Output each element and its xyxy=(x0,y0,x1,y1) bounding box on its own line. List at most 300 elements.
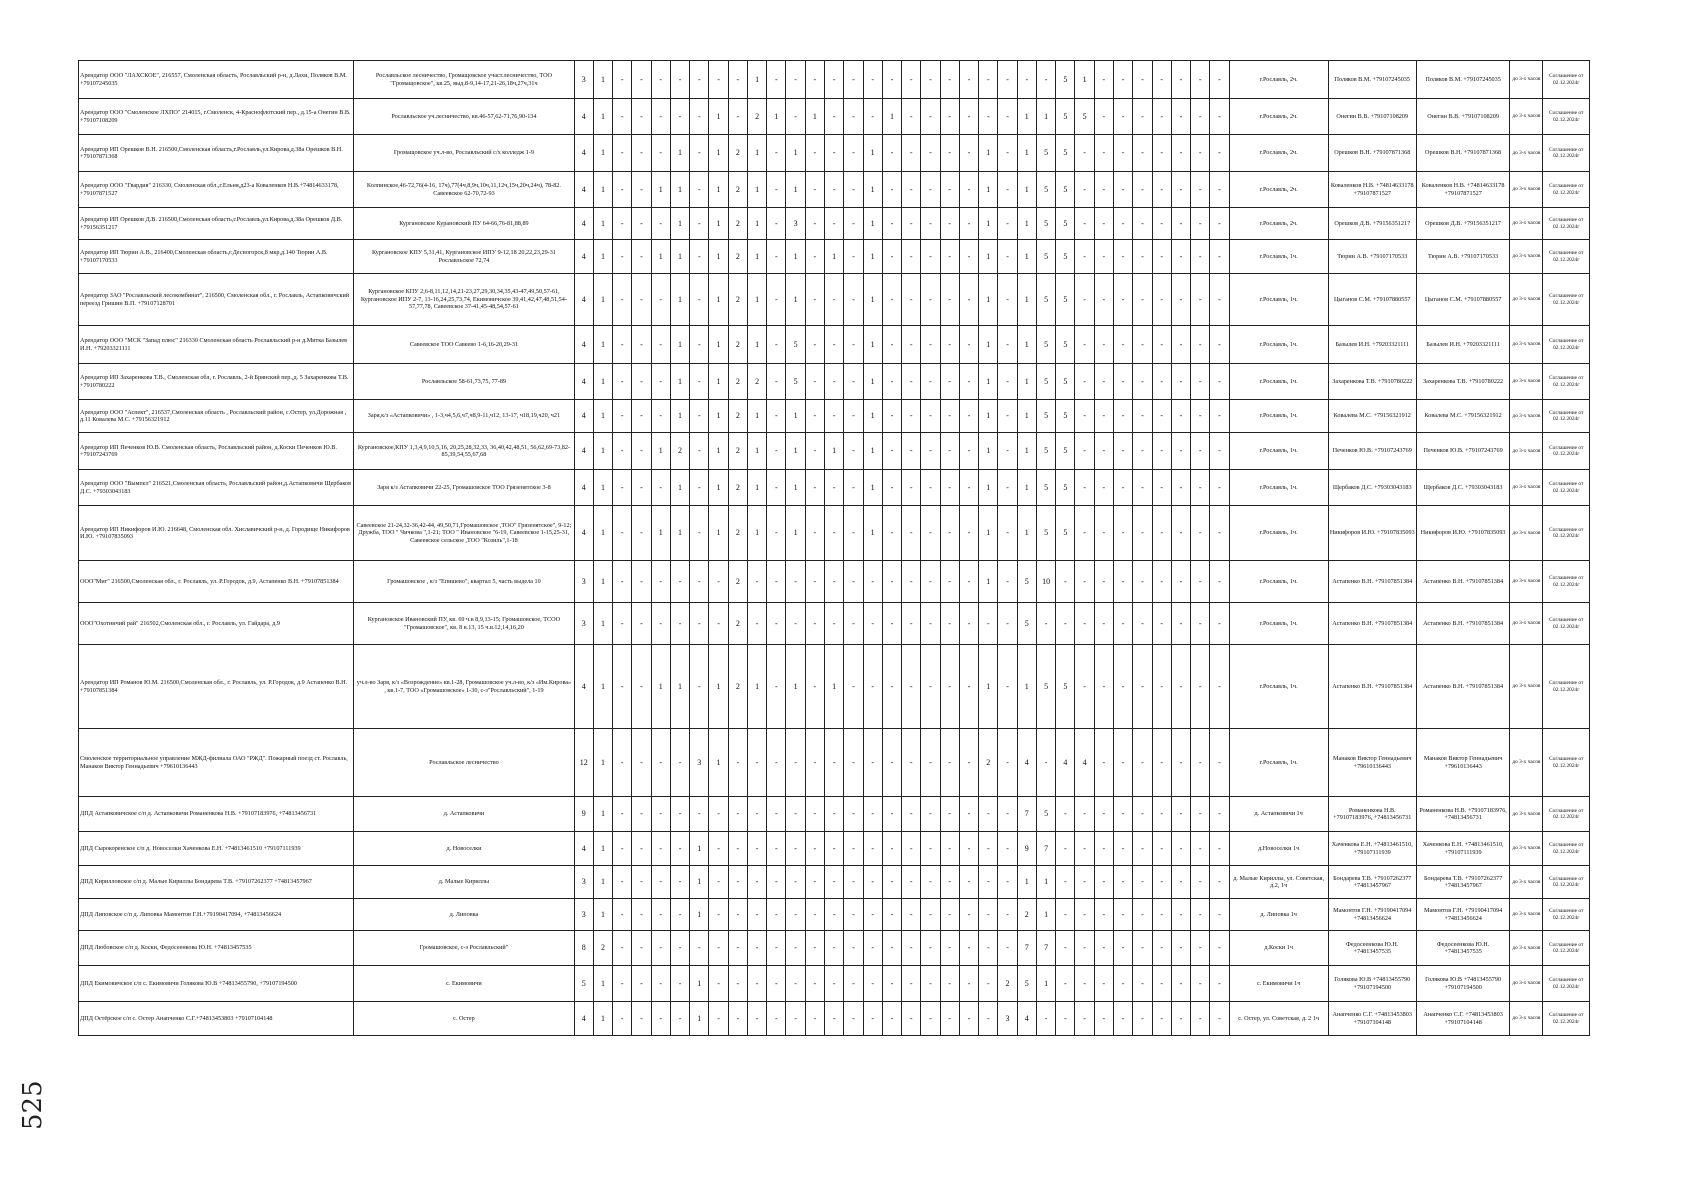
count-cell: - xyxy=(1114,1002,1133,1036)
count-cell: - xyxy=(1114,470,1133,506)
count-cell: - xyxy=(882,645,901,729)
count-cell: - xyxy=(690,135,709,172)
count-cell: - xyxy=(805,208,824,240)
count-cell: - xyxy=(940,506,959,561)
count-cell: - xyxy=(863,645,882,729)
count-cell: - xyxy=(767,866,786,899)
resp-cell: Романенкова Н.В. +79107183976, +74813456731 xyxy=(1328,797,1416,832)
count-cell: - xyxy=(863,931,882,966)
count-cell: - xyxy=(1094,61,1113,99)
count-cell: - xyxy=(902,433,921,470)
count-cell: 4 xyxy=(574,99,593,135)
count-cell: - xyxy=(613,966,632,1002)
count-cell: 2 xyxy=(728,470,747,506)
count-cell: - xyxy=(959,966,978,1002)
count-cell: - xyxy=(613,61,632,99)
count-cell: 1 xyxy=(747,433,766,470)
place-cell: г.Рославль, 1ч. xyxy=(1229,645,1328,729)
response-time-cell: до 3-х часов xyxy=(1510,645,1543,729)
count-cell: 1 xyxy=(1017,135,1036,172)
count-cell: 1 xyxy=(979,506,998,561)
count-cell: - xyxy=(709,899,728,931)
count-cell: - xyxy=(709,966,728,1002)
count-cell: - xyxy=(998,172,1017,208)
agreement-cell: Соглашение от 02.12.2024г xyxy=(1543,797,1590,832)
count-cell: - xyxy=(1114,506,1133,561)
count-cell: - xyxy=(940,433,959,470)
count-cell: - xyxy=(670,729,689,797)
count-cell: - xyxy=(844,729,863,797)
count-cell: 7 xyxy=(1036,931,1055,966)
count-cell: 5 xyxy=(786,326,805,364)
count-cell: - xyxy=(613,729,632,797)
count-cell: 7 xyxy=(1017,931,1036,966)
table-row xyxy=(79,61,1590,99)
place-cell: г.Рославль, 2ч. xyxy=(1229,208,1328,240)
organization-cell: Арендатор ООО "Аспект", 216537,Смоленская область , Рославльский район, с.Остер, ул.Дорожная , д.11 Ковалева М.С. +79156321912 xyxy=(79,400,354,433)
document-sheet xyxy=(78,60,1590,1036)
count-cell: - xyxy=(1114,645,1133,729)
count-cell: - xyxy=(1171,832,1190,866)
place-cell: г.Рославль, 1ч. xyxy=(1229,561,1328,603)
count-cell: - xyxy=(728,61,747,99)
count-cell: - xyxy=(882,561,901,603)
count-cell: - xyxy=(767,433,786,470)
count-cell: 2 xyxy=(728,433,747,470)
count-cell: - xyxy=(1075,135,1094,172)
count-cell: - xyxy=(844,645,863,729)
count-cell: - xyxy=(690,400,709,433)
contact-cell: Голякова Ю.В +74813455790 +79107194500 xyxy=(1416,966,1510,1002)
count-cell: 1 xyxy=(979,172,998,208)
count-cell: 4 xyxy=(574,645,593,729)
count-cell: - xyxy=(844,274,863,326)
count-cell: - xyxy=(728,99,747,135)
count-cell: - xyxy=(902,240,921,274)
resp-cell: Мамонтов Г.Н. +79190417094 +74813456624 xyxy=(1328,899,1416,931)
count-cell: - xyxy=(670,99,689,135)
count-cell: - xyxy=(844,433,863,470)
count-cell: - xyxy=(651,729,670,797)
count-cell: - xyxy=(1152,433,1171,470)
count-cell: - xyxy=(1152,899,1171,931)
count-cell: - xyxy=(959,729,978,797)
count-cell: 1 xyxy=(863,326,882,364)
count-cell: - xyxy=(1036,729,1055,797)
table-row xyxy=(79,832,1590,866)
resp-cell: Тюрин А.В. +79107170533 xyxy=(1328,240,1416,274)
resp-cell: Федосеенкова Ю.Н. +74813457535 xyxy=(1328,931,1416,966)
location-cell: Громашовское, с-з Рославльский" xyxy=(354,931,574,966)
organization-cell: ДПД Остёрское с/п с. Остер Анапченко С.Г.+74813453803 +79107104148 xyxy=(79,1002,354,1036)
place-cell: д. Малые Кириллы, ул. Советская, д.2, 1ч xyxy=(1229,866,1328,899)
count-cell: - xyxy=(632,506,651,561)
count-cell: 4 xyxy=(574,274,593,326)
count-cell: 1 xyxy=(1017,172,1036,208)
count-cell: 4 xyxy=(574,135,593,172)
count-cell: - xyxy=(882,274,901,326)
count-cell: 1 xyxy=(882,99,901,135)
count-cell: 7 xyxy=(1036,832,1055,866)
count-cell: 5 xyxy=(574,966,593,1002)
count-cell: - xyxy=(825,832,844,866)
agreement-cell: Соглашение от 02.12.2024г xyxy=(1543,603,1590,645)
count-cell: 3 xyxy=(574,603,593,645)
location-cell: с. Екимовичи xyxy=(354,966,574,1002)
contact-cell: Астапенко В.Н. +79107851384 xyxy=(1416,603,1510,645)
count-cell: - xyxy=(1056,899,1075,931)
count-cell: - xyxy=(1075,966,1094,1002)
count-cell: - xyxy=(1075,561,1094,603)
count-cell: - xyxy=(690,645,709,729)
agreement-cell: Соглашение от 02.12.2024г xyxy=(1543,208,1590,240)
count-cell: - xyxy=(1094,899,1113,931)
count-cell: - xyxy=(998,470,1017,506)
count-cell: - xyxy=(613,172,632,208)
count-cell: - xyxy=(632,832,651,866)
count-cell: - xyxy=(1171,61,1190,99)
count-cell: - xyxy=(1075,506,1094,561)
count-cell: 5 xyxy=(786,364,805,400)
count-cell: - xyxy=(1133,433,1152,470)
count-cell: 1 xyxy=(747,470,766,506)
count-cell: - xyxy=(979,797,998,832)
count-cell: - xyxy=(1210,866,1229,899)
agreement-cell: Соглашение от 02.12.2024г xyxy=(1543,470,1590,506)
count-cell: - xyxy=(921,240,940,274)
count-cell: - xyxy=(1191,899,1210,931)
count-cell: - xyxy=(805,645,824,729)
count-cell: - xyxy=(882,61,901,99)
response-time-cell: до 3-х часов xyxy=(1510,561,1543,603)
count-cell: - xyxy=(1210,400,1229,433)
count-cell: - xyxy=(979,966,998,1002)
count-cell: - xyxy=(959,1002,978,1036)
count-cell: - xyxy=(747,797,766,832)
count-cell: - xyxy=(1114,400,1133,433)
count-cell: - xyxy=(1191,931,1210,966)
organization-cell: ООО"Охотничий рай" 216502,Смоленская обл., г. Рославль, ул. Гайдара, д.9 xyxy=(79,603,354,645)
count-cell: - xyxy=(632,240,651,274)
count-cell: - xyxy=(1152,400,1171,433)
count-cell: - xyxy=(651,899,670,931)
count-cell: - xyxy=(786,561,805,603)
count-cell: - xyxy=(1171,400,1190,433)
organization-cell: Арендатор ИП Никифоров И.Ю. 216648, Смоленская обл. Хиславичский р-н, д. Городище Никифоров И.Ю. +79107835093 xyxy=(79,506,354,561)
count-cell: 5 xyxy=(1056,240,1075,274)
count-cell: 1 xyxy=(786,240,805,274)
response-time-cell: до 3-х часов xyxy=(1510,797,1543,832)
count-cell: 1 xyxy=(593,966,612,1002)
count-cell: 1 xyxy=(593,506,612,561)
count-cell: - xyxy=(882,832,901,866)
count-cell: - xyxy=(1056,931,1075,966)
response-time-cell: до 3-х часов xyxy=(1510,506,1543,561)
count-cell: 5 xyxy=(1056,274,1075,326)
response-time-cell: до 3-х часов xyxy=(1510,931,1543,966)
contact-cell: Поляков В.М. +79107245035 xyxy=(1416,61,1510,99)
count-cell: - xyxy=(979,99,998,135)
count-cell: - xyxy=(1133,966,1152,1002)
resp-cell: Орешков В.Н. +79107871368 xyxy=(1328,135,1416,172)
count-cell: - xyxy=(632,135,651,172)
count-cell: - xyxy=(1210,364,1229,400)
count-cell: 2 xyxy=(728,603,747,645)
count-cell: 1 xyxy=(1017,208,1036,240)
place-cell: д. Липовка 1ч xyxy=(1229,899,1328,931)
count-cell: - xyxy=(863,966,882,1002)
count-cell: - xyxy=(690,240,709,274)
count-cell: - xyxy=(940,645,959,729)
count-cell: 5 xyxy=(1056,172,1075,208)
count-cell: - xyxy=(1133,135,1152,172)
count-cell: 1 xyxy=(786,506,805,561)
count-cell: - xyxy=(690,172,709,208)
count-cell: - xyxy=(1171,561,1190,603)
count-cell: 1 xyxy=(979,433,998,470)
count-cell: 1 xyxy=(1017,326,1036,364)
table-row xyxy=(79,797,1590,832)
resp-cell: Астапенко В.Н. +79107851384 xyxy=(1328,561,1416,603)
count-cell: - xyxy=(1210,470,1229,506)
count-cell: - xyxy=(844,240,863,274)
count-cell: - xyxy=(1152,966,1171,1002)
count-cell: - xyxy=(1191,326,1210,364)
count-cell: - xyxy=(863,866,882,899)
count-cell: - xyxy=(632,470,651,506)
count-cell: - xyxy=(1191,364,1210,400)
count-cell: - xyxy=(786,1002,805,1036)
count-cell: 5 xyxy=(1056,208,1075,240)
count-cell: 1 xyxy=(863,400,882,433)
count-cell: - xyxy=(690,603,709,645)
count-cell: - xyxy=(1191,797,1210,832)
count-cell: - xyxy=(1152,172,1171,208)
count-cell: 4 xyxy=(574,1002,593,1036)
count-cell: - xyxy=(921,729,940,797)
place-cell: д.Коски 1ч xyxy=(1229,931,1328,966)
count-cell: - xyxy=(844,208,863,240)
count-cell: - xyxy=(1056,797,1075,832)
count-cell: - xyxy=(959,797,978,832)
count-cell: 4 xyxy=(574,400,593,433)
count-cell: - xyxy=(1056,832,1075,866)
count-cell: - xyxy=(1114,866,1133,899)
count-cell: 3 xyxy=(574,899,593,931)
count-cell: - xyxy=(1210,172,1229,208)
count-cell: - xyxy=(786,729,805,797)
count-cell: 1 xyxy=(863,274,882,326)
place-cell: г.Рославль, 1ч. xyxy=(1229,729,1328,797)
count-cell: - xyxy=(825,1002,844,1036)
count-cell: - xyxy=(786,603,805,645)
count-cell: 9 xyxy=(574,797,593,832)
count-cell: 4 xyxy=(574,470,593,506)
count-cell: - xyxy=(902,966,921,1002)
count-cell: - xyxy=(1191,61,1210,99)
count-cell: - xyxy=(1210,832,1229,866)
count-cell: - xyxy=(728,729,747,797)
count-cell: - xyxy=(921,931,940,966)
count-cell: 5 xyxy=(1056,135,1075,172)
count-cell: - xyxy=(747,603,766,645)
count-cell: - xyxy=(1094,1002,1113,1036)
contact-cell: Базылев И.Н. +79203321111 xyxy=(1416,326,1510,364)
count-cell: 2 xyxy=(728,506,747,561)
count-cell: - xyxy=(767,797,786,832)
count-cell: - xyxy=(1133,400,1152,433)
count-cell: - xyxy=(651,866,670,899)
count-cell: - xyxy=(747,931,766,966)
count-cell: 1 xyxy=(1017,400,1036,433)
count-cell: 1 xyxy=(979,208,998,240)
resp-cell: Щербаков Д.С. +79303043183 xyxy=(1328,470,1416,506)
count-cell: - xyxy=(651,1002,670,1036)
count-cell: - xyxy=(882,931,901,966)
count-cell: - xyxy=(1152,603,1171,645)
count-cell: - xyxy=(651,208,670,240)
count-cell: - xyxy=(940,135,959,172)
count-cell: - xyxy=(1210,274,1229,326)
count-cell: 1 xyxy=(979,470,998,506)
count-cell: - xyxy=(651,364,670,400)
count-cell: 1 xyxy=(863,208,882,240)
count-cell: 5 xyxy=(1036,326,1055,364)
count-cell: - xyxy=(1133,364,1152,400)
count-cell: - xyxy=(1094,326,1113,364)
count-cell: - xyxy=(1191,866,1210,899)
place-cell: д. Астапковичи 1ч xyxy=(1229,797,1328,832)
count-cell: - xyxy=(651,326,670,364)
count-cell: 4 xyxy=(1017,1002,1036,1036)
count-cell: 1 xyxy=(670,470,689,506)
count-cell: - xyxy=(767,470,786,506)
count-cell: 1 xyxy=(1036,99,1055,135)
location-cell: Рославльское лесничество xyxy=(354,729,574,797)
count-cell: - xyxy=(902,866,921,899)
count-cell: - xyxy=(1191,966,1210,1002)
count-cell: 8 xyxy=(574,931,593,966)
count-cell: - xyxy=(959,274,978,326)
table-row xyxy=(79,931,1590,966)
count-cell: - xyxy=(786,832,805,866)
count-cell: 1 xyxy=(863,506,882,561)
count-cell: - xyxy=(863,899,882,931)
count-cell: - xyxy=(844,364,863,400)
count-cell: 1 xyxy=(709,506,728,561)
count-cell: 1 xyxy=(593,364,612,400)
count-cell: - xyxy=(940,326,959,364)
count-cell: 1 xyxy=(1017,433,1036,470)
place-cell: г.Рославль, 1ч. xyxy=(1229,364,1328,400)
count-cell: - xyxy=(1017,61,1036,99)
count-cell: - xyxy=(825,274,844,326)
count-cell: - xyxy=(1094,729,1113,797)
count-cell: - xyxy=(805,506,824,561)
agreement-cell: Соглашение от 02.12.2024г xyxy=(1543,506,1590,561)
count-cell: 1 xyxy=(709,326,728,364)
count-cell: - xyxy=(1210,645,1229,729)
agreement-cell: Соглашение от 02.12.2024г xyxy=(1543,274,1590,326)
count-cell: - xyxy=(1094,364,1113,400)
agreement-cell: Соглашение от 02.12.2024г xyxy=(1543,326,1590,364)
agreement-cell: Соглашение от 02.12.2024г xyxy=(1543,240,1590,274)
table-row xyxy=(79,433,1590,470)
count-cell: - xyxy=(651,400,670,433)
count-cell: 5 xyxy=(1056,99,1075,135)
count-cell: - xyxy=(1171,899,1190,931)
count-cell: - xyxy=(767,172,786,208)
count-cell: - xyxy=(921,470,940,506)
count-cell: 1 xyxy=(786,135,805,172)
location-cell: Громашовское , к/з "Епишево", квартал 5, часть выдела 10 xyxy=(354,561,574,603)
count-cell: 4 xyxy=(1017,729,1036,797)
count-cell: 2 xyxy=(728,240,747,274)
count-cell: - xyxy=(1056,603,1075,645)
count-cell: 2 xyxy=(670,433,689,470)
count-cell: - xyxy=(940,274,959,326)
count-cell: - xyxy=(1152,866,1171,899)
count-cell: - xyxy=(940,832,959,866)
count-cell: - xyxy=(940,899,959,931)
agreement-cell: Соглашение от 02.12.2024г xyxy=(1543,866,1590,899)
count-cell: 1 xyxy=(690,899,709,931)
count-cell: - xyxy=(1094,400,1113,433)
count-cell: - xyxy=(902,400,921,433)
count-cell: - xyxy=(728,966,747,1002)
count-cell: - xyxy=(747,866,766,899)
count-cell: - xyxy=(921,433,940,470)
count-cell: - xyxy=(613,326,632,364)
count-cell: - xyxy=(805,433,824,470)
count-cell: - xyxy=(959,364,978,400)
count-cell: - xyxy=(1191,135,1210,172)
count-cell: - xyxy=(1114,966,1133,1002)
count-cell: - xyxy=(1152,99,1171,135)
agreement-cell: Соглашение от 02.12.2024г xyxy=(1543,645,1590,729)
count-cell: - xyxy=(1114,135,1133,172)
contact-cell: Астапенко В.Н. +79107851384 xyxy=(1416,561,1510,603)
count-cell: - xyxy=(1210,506,1229,561)
resp-cell: Коваленков Н.В. +74814633178 +79107871527 xyxy=(1328,172,1416,208)
place-cell: г.Рославль, 2ч. xyxy=(1229,61,1328,99)
count-cell: - xyxy=(940,208,959,240)
count-cell: - xyxy=(805,866,824,899)
resp-cell: Никифоров И.Ю. +79107835093 xyxy=(1328,506,1416,561)
count-cell: - xyxy=(786,899,805,931)
count-cell: 4 xyxy=(574,506,593,561)
count-cell: 2 xyxy=(728,135,747,172)
count-cell: - xyxy=(805,899,824,931)
count-cell: 1 xyxy=(593,400,612,433)
count-cell: - xyxy=(863,729,882,797)
count-cell: - xyxy=(844,561,863,603)
count-cell: - xyxy=(613,433,632,470)
count-cell: - xyxy=(825,208,844,240)
count-cell: - xyxy=(632,364,651,400)
count-cell: - xyxy=(998,99,1017,135)
count-cell: - xyxy=(844,135,863,172)
count-cell: - xyxy=(805,561,824,603)
count-cell: - xyxy=(613,364,632,400)
agreement-cell: Соглашение от 02.12.2024г xyxy=(1543,966,1590,1002)
count-cell: 1 xyxy=(670,240,689,274)
count-cell: - xyxy=(902,135,921,172)
count-cell: 5 xyxy=(1056,506,1075,561)
count-cell: - xyxy=(979,832,998,866)
count-cell: - xyxy=(902,832,921,866)
count-cell: - xyxy=(1152,506,1171,561)
